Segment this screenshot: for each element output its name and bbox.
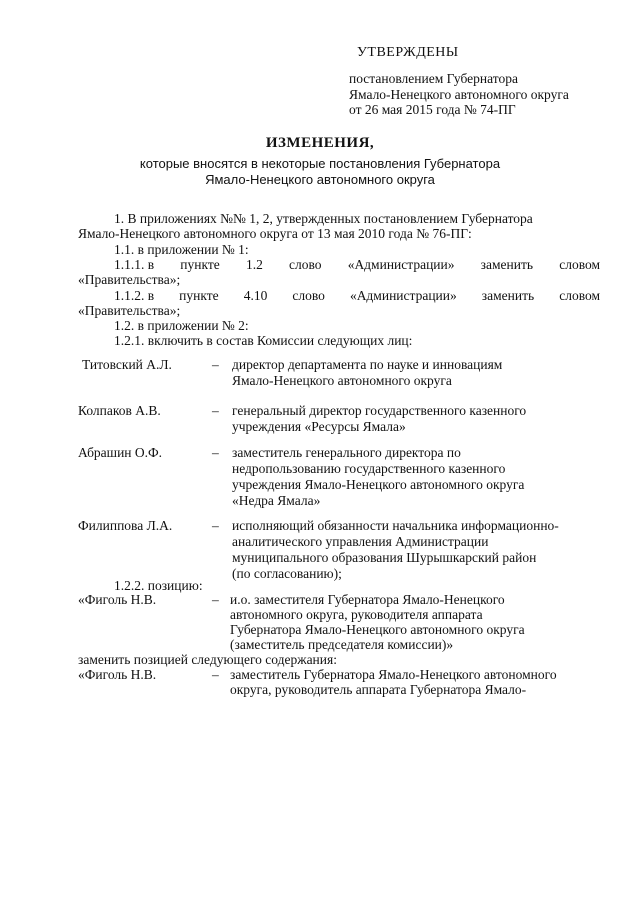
position-label: 1.2.2. позицию:	[114, 578, 203, 593]
new-position-dash: –	[212, 667, 219, 682]
approval-line: постановлением Губернатора	[349, 71, 518, 86]
new-position-name: «Фиголь Н.В.	[78, 667, 157, 682]
member-role-line: (по согласованию);	[232, 566, 342, 581]
paragraph-1-2-1: 1.2.1. включить в состав Комиссии следующих лиц:	[114, 333, 413, 348]
member-role-line: аналитического управления Администрации	[232, 534, 489, 549]
paragraph-1-1-1: 1.1.1. в пункте 1.2 слово «Администрации» заменить словом	[114, 257, 601, 272]
new-position-role-line: округа, руководитель аппарата Губернатора Ямало-	[230, 682, 527, 697]
member-dash: –	[212, 357, 219, 372]
old-position-role-line: Губернатора Ямало-Ненецкого автономного округа	[230, 622, 525, 637]
member-dash: –	[212, 445, 219, 460]
member-role-line: учреждения «Ресурсы Ямала»	[232, 419, 406, 434]
document-subtitle: которые вносятся в некоторые постановления Губернатора	[139, 156, 501, 171]
member-role-line: учреждения Ямало-Ненецкого автономного округа	[232, 477, 525, 492]
member-role-line: «Недра Ямала»	[232, 493, 321, 508]
old-position-role-line: автономного округа, руководителя аппарата	[230, 607, 483, 622]
paragraph-1-1-1-cont: «Правительства»;	[78, 272, 181, 287]
member-name: Колпаков А.В.	[78, 403, 161, 418]
old-position-role-line: (заместитель председателя комиссии)»	[230, 637, 454, 652]
member-dash: –	[212, 518, 219, 533]
old-position-dash: –	[212, 592, 219, 607]
replace-label: заменить позицией следующего содержания:	[78, 652, 337, 667]
member-role-line: заместитель генерального директора по	[232, 445, 461, 460]
paragraph-1-1-2-cont: «Правительства»;	[78, 303, 181, 318]
member-name: Абрашин О.Ф.	[78, 445, 163, 460]
new-position-role-line: заместитель Губернатора Ямало-Ненецкого автономного	[230, 667, 557, 682]
member-role-line: директор департамента по науке и инновациям	[232, 357, 503, 372]
approval-line: Ямало-Ненецкого автономного округа	[349, 87, 569, 102]
member-role-line: муниципального образования Шурышкарский район	[232, 550, 537, 565]
document-title: ИЗМЕНЕНИЯ,	[265, 135, 375, 151]
document-subtitle: Ямало-Ненецкого автономного округа	[205, 172, 435, 187]
member-name: Филиппова Л.А.	[78, 518, 173, 533]
paragraph-1-1-2: 1.1.2. в пункте 4.10 слово «Администрации» заменить словом	[114, 288, 601, 303]
member-name: Титовский А.Л.	[82, 357, 172, 372]
member-role-line: исполняющий обязанности начальника информационно-	[232, 518, 559, 533]
member-dash: –	[212, 403, 219, 418]
paragraph-1-1: 1.1. в приложении № 1:	[114, 242, 249, 257]
old-position-name: «Фиголь Н.В.	[78, 592, 157, 607]
paragraph-1-line-2: Ямало-Ненецкого автономного округа от 13 мая 2010 года № 76-ПГ:	[78, 226, 472, 241]
member-role-line: недропользованию государственного казенного	[232, 461, 506, 476]
paragraph-1-line-1: 1. В приложениях №№ 1, 2, утвержденных постановлением Губернатора	[114, 211, 533, 226]
member-role-line: генеральный директор государственного казенного	[232, 403, 527, 418]
member-role-line: Ямало-Ненецкого автономного округа	[232, 373, 452, 388]
paragraph-1-2: 1.2. в приложении № 2:	[114, 318, 249, 333]
approval-title: УТВЕРЖДЕНЫ	[357, 45, 459, 60]
approval-line: от 26 мая 2015 года № 74-ПГ	[349, 102, 516, 117]
old-position-role-line: и.о. заместителя Губернатора Ямало-Ненецкого	[230, 592, 505, 607]
